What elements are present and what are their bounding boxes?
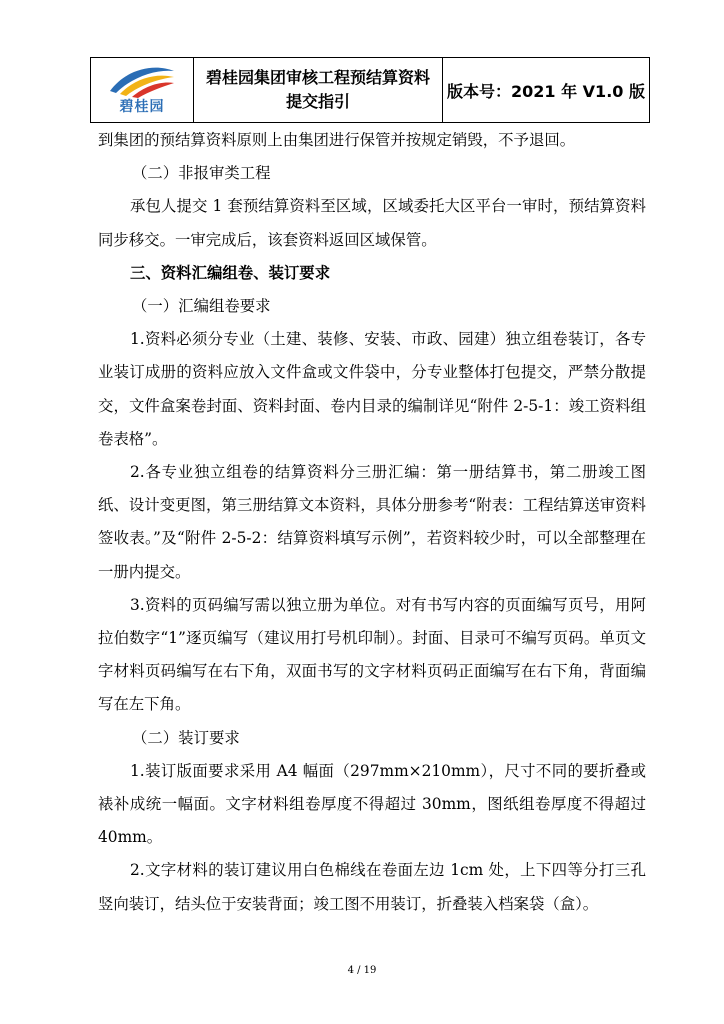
body-text <box>98 124 646 921</box>
section-heading: 三、资料汇编组卷、装订要求 <box>130 263 331 282</box>
paragraph: 2.文字材料的装订建议用白色棉线在卷面左边 1cm 处，上下四等分打三孔竖向装订，结头位于安装背面；竣工图不用装订，折叠装入档案袋（盒）。 <box>98 861 646 913</box>
company-logo <box>92 58 192 122</box>
logo-text: 碧桂园 <box>119 99 165 115</box>
document-title-line2: 提交指引 <box>285 92 350 111</box>
document-title <box>194 58 443 123</box>
paragraph: 承包人提交 1 套预结算资料至区域，区域委托大区平台一审时，预结算资料同步移交。一审完成后，该套资料返回区域保管。 <box>98 197 646 249</box>
subsection-heading: （一）汇编组卷要求 <box>132 297 271 316</box>
logo-cell <box>91 58 194 123</box>
paragraph: 1.资料必须分专业（土建、装修、安装、市政、园建）独立组卷装订，各专业装订成册的资料应放入文件盒或文件袋中，分专业整体打包提交，严禁分散提交，文件盒案卷封面、资料封面、卷内目录的编制详见“附件 2-5-1：竣工资料组卷表格”。 <box>98 330 646 448</box>
paragraph: 1.装订版面要求采用 A4 幅面（297mm×210mm），尺寸不同的要折叠或裱补成统一幅面。文字材料组卷厚度不得超过 30mm，图纸组卷厚度不得超过 40mm。 <box>98 761 646 847</box>
header-table <box>90 57 650 123</box>
version-label: 版本号：2021 年 V1.0 版 <box>443 58 650 123</box>
logo-swoosh-icon <box>106 61 178 99</box>
paragraph: 到集团的预结算资料原则上由集团进行保管并按规定销毁，不予退回。 <box>98 131 576 149</box>
document-title-line1: 碧桂园集团审核工程预结算资料 <box>205 68 430 87</box>
paragraph: 3.资料的页码编写需以独立册为单位。对有书写内容的页面编写页号，用阿拉伯数字“1”逐页编写（建议用打号机印制）。封面、目录可不编写页码。单页文字材料页码编写在右下角，双面书写的文字材料页码正面编写在右下角，背面编写在左下角。 <box>98 595 646 714</box>
page-number: 4 / 19 <box>347 965 377 976</box>
paragraph: 2.各专业独立组卷的结算资料分三册汇编：第一册结算书，第二册竣工图纸、设计变更图，第三册结算文本资料，具体分册参考“附表：工程结算送审资料签收表。”及“附件 2-5-2：结算资料填写示例”，若资料较少时，可以全部整理在一册内提交。 <box>98 463 646 581</box>
subsection-heading: （二）非报审类工程 <box>132 164 271 183</box>
subsection-heading: （二）装订要求 <box>132 728 240 747</box>
